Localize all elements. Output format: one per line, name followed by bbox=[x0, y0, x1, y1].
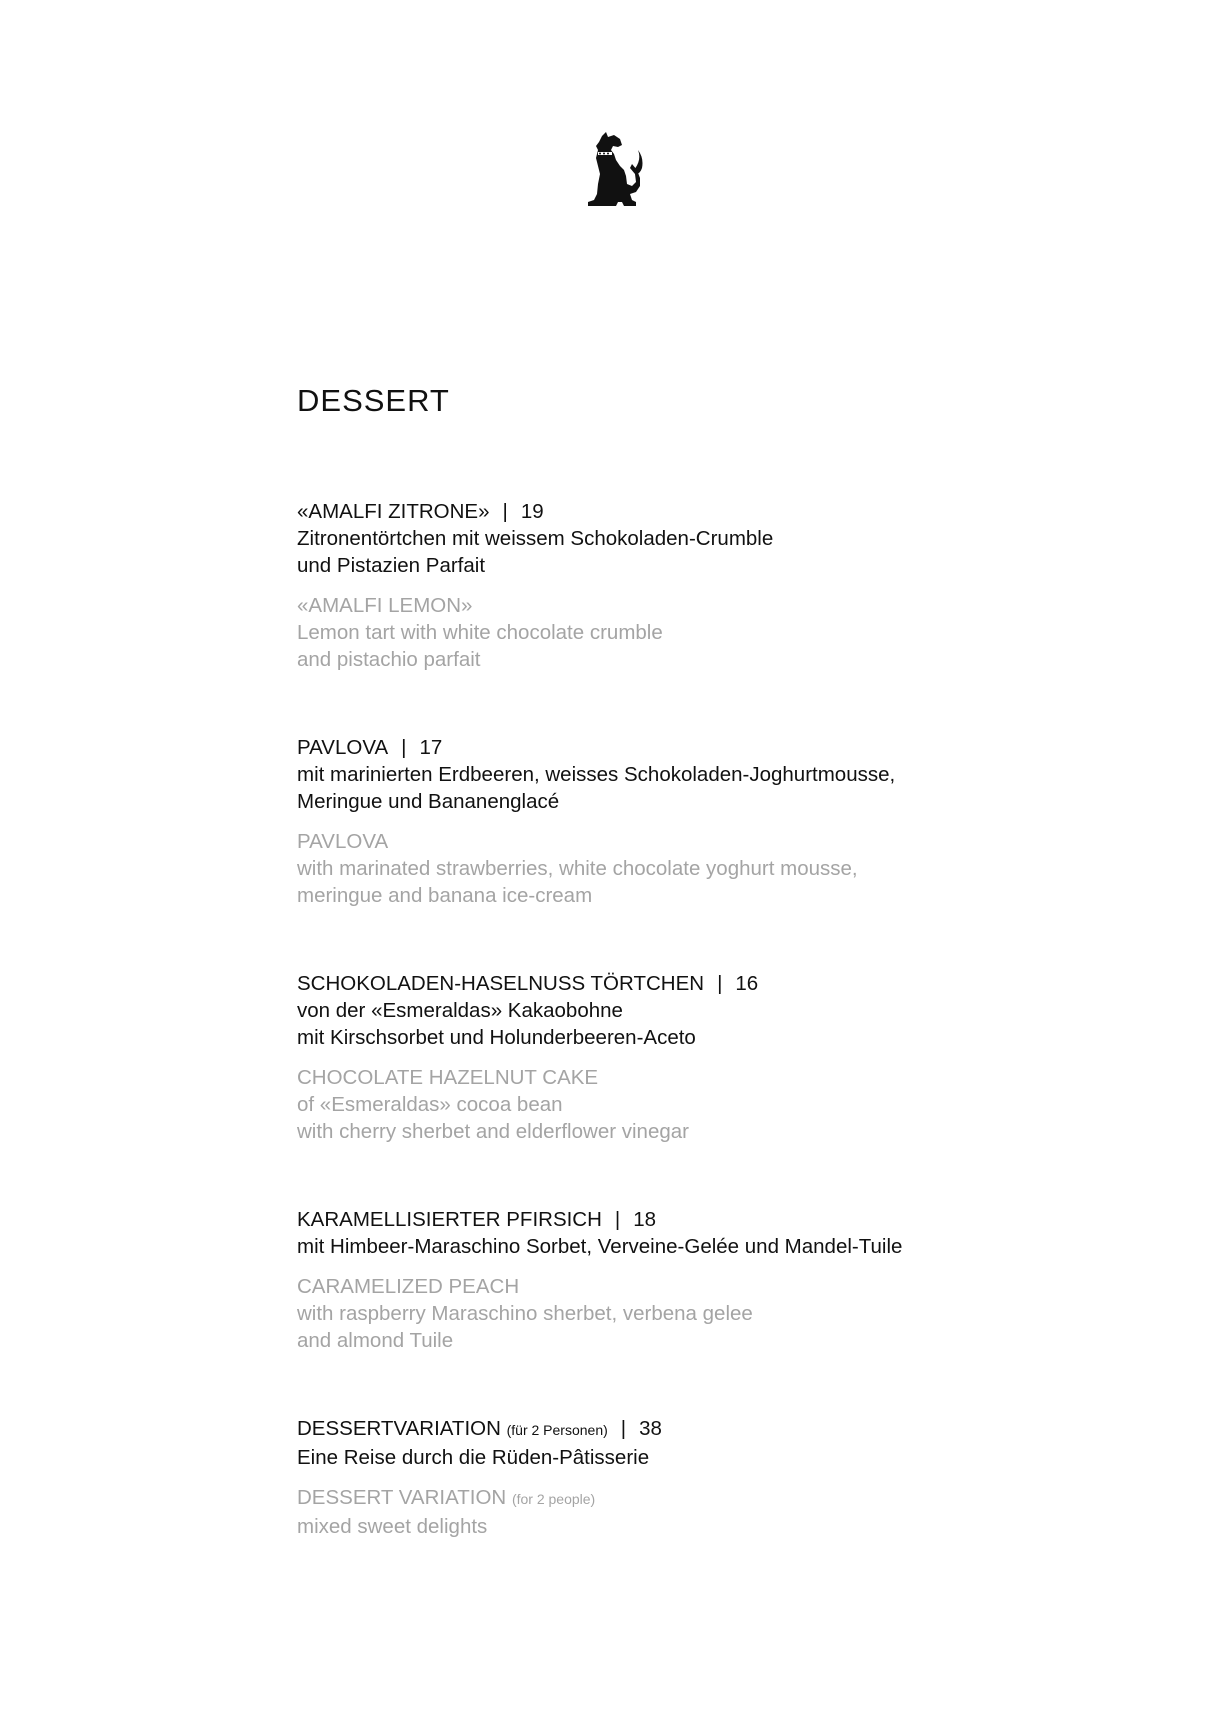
item-price: 18 bbox=[633, 1208, 657, 1231]
english-line: and pistachio parfait bbox=[297, 648, 481, 671]
separator: | bbox=[502, 500, 508, 523]
separator: | bbox=[401, 736, 407, 759]
item-heading bbox=[297, 734, 1057, 761]
menu-item-schokoladen-haselnuss bbox=[297, 970, 1057, 1145]
english-description bbox=[297, 1091, 1057, 1145]
english-line: with raspberry Maraschino sherbet, verbena gelee bbox=[297, 1302, 753, 1325]
separator: | bbox=[717, 972, 723, 995]
description-line: und Pistazien Parfait bbox=[297, 554, 486, 577]
description-line: mit Himbeer-Maraschino Sorbet, Verveine-Gelée und Mandel-Tuile bbox=[297, 1235, 903, 1258]
english-line: meringue and banana ice-cream bbox=[297, 884, 593, 907]
english-translation bbox=[297, 592, 1057, 673]
english-name: DESSERT VARIATION bbox=[297, 1486, 507, 1509]
english-translation bbox=[297, 1273, 1057, 1354]
item-heading bbox=[297, 970, 1057, 997]
english-line: mixed sweet delights bbox=[297, 1515, 488, 1538]
menu-item-dessertvariation bbox=[297, 1415, 1057, 1540]
english-description bbox=[297, 855, 1057, 909]
english-description bbox=[297, 1513, 1057, 1540]
english-description bbox=[297, 1300, 1057, 1354]
english-note: (for 2 people) bbox=[511, 1491, 596, 1507]
description-line: von der «Esmeraldas» Kakaobohne bbox=[297, 999, 623, 1022]
page-title: DESSERT bbox=[297, 383, 450, 418]
english-line: with marinated strawberries, white chocolate yoghurt mousse, bbox=[297, 857, 858, 880]
description-line: mit Kirschsorbet und Holunderbeeren-Aceto bbox=[297, 1026, 696, 1049]
item-name: «AMALFI ZITRONE» bbox=[297, 500, 490, 523]
english-name: «AMALFI LEMON» bbox=[297, 594, 473, 617]
item-price: 17 bbox=[419, 736, 443, 759]
description-line: Meringue und Bananenglacé bbox=[297, 790, 560, 813]
item-heading bbox=[297, 1206, 1057, 1233]
item-description bbox=[297, 1233, 1057, 1260]
separator: | bbox=[620, 1417, 627, 1440]
separator: | bbox=[614, 1208, 621, 1231]
english-name: CARAMELIZED PEACH bbox=[297, 1275, 520, 1298]
description-line: Zitronentörtchen mit weissem Schokoladen-Crumble bbox=[297, 527, 774, 550]
item-name: DESSERTVARIATION bbox=[297, 1417, 501, 1440]
english-description bbox=[297, 619, 1057, 673]
item-description bbox=[297, 997, 1057, 1051]
item-description bbox=[297, 525, 1057, 579]
item-price: 38 bbox=[639, 1417, 662, 1440]
english-translation bbox=[297, 828, 1057, 909]
item-name: KARAMELLISIERTER PFIRSICH bbox=[297, 1208, 602, 1231]
english-translation bbox=[297, 1064, 1057, 1145]
english-line: and almond Tuile bbox=[297, 1329, 454, 1352]
item-description bbox=[297, 761, 1057, 815]
dog-crest-icon bbox=[580, 130, 650, 210]
english-translation bbox=[297, 1484, 1057, 1540]
english-name: PAVLOVA bbox=[297, 830, 389, 853]
item-note: (für 2 Personen) bbox=[506, 1422, 608, 1438]
item-price: 19 bbox=[520, 500, 544, 523]
menu-item-karamellisierter-pfirsich bbox=[297, 1206, 1057, 1354]
item-price: 16 bbox=[735, 972, 759, 995]
item-heading bbox=[297, 498, 1057, 525]
description-line: mit marinierten Erdbeeren, weisses Schokoladen-Joghurtmousse, bbox=[297, 763, 896, 786]
menu-item-pavlova bbox=[297, 734, 1057, 909]
item-name: PAVLOVA bbox=[297, 736, 389, 759]
item-description bbox=[297, 1444, 1057, 1471]
menu-item-amalfi-zitrone bbox=[297, 498, 1057, 673]
english-line: with cherry sherbet and elderflower vinegar bbox=[297, 1120, 689, 1143]
english-name: CHOCOLATE HAZELNUT CAKE bbox=[297, 1066, 599, 1089]
english-heading bbox=[297, 1484, 1057, 1513]
description-line: Eine Reise durch die Rüden-Pâtisserie bbox=[297, 1446, 650, 1469]
english-line: of «Esmeraldas» cocoa bean bbox=[297, 1093, 563, 1116]
item-name: SCHOKOLADEN-HASELNUSS TÖRTCHEN bbox=[297, 972, 705, 995]
english-line: Lemon tart with white chocolate crumble bbox=[297, 621, 663, 644]
item-heading bbox=[297, 1415, 1057, 1444]
